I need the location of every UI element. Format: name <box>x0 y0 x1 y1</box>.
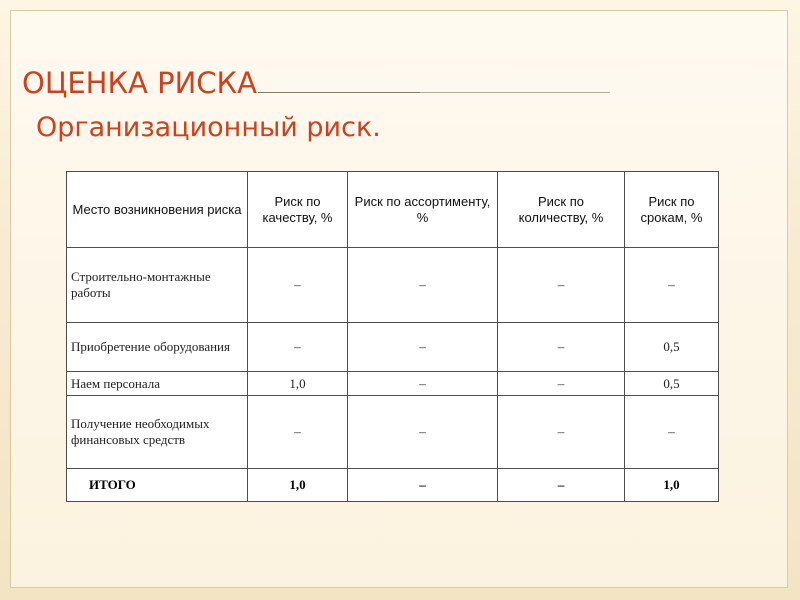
total-value: – <box>348 469 498 502</box>
cell-value: 1,0 <box>248 372 348 396</box>
cell-value: – <box>498 248 625 323</box>
slide-title: ОЦЕНКА РИСКА <box>22 66 257 100</box>
header-cell: Риск по количеству, % <box>498 172 625 248</box>
cell-value: – <box>248 323 348 372</box>
table-row <box>67 396 719 469</box>
cell-value: – <box>348 248 498 323</box>
risk-table <box>66 171 719 502</box>
cell-value: – <box>348 323 498 372</box>
table-row <box>67 248 719 323</box>
cell-value: – <box>498 396 625 469</box>
slide-subtitle: Организационный риск. <box>36 112 381 143</box>
cell-value: – <box>248 248 348 323</box>
cell-value: 0,5 <box>625 323 719 372</box>
table-row <box>67 323 719 372</box>
title-underline-fade <box>420 92 610 93</box>
cell-value: – <box>248 396 348 469</box>
row-label: Строительно-монтажные работы <box>67 248 248 323</box>
cell-value: 0,5 <box>625 372 719 396</box>
row-label: Наем персонала <box>67 372 248 396</box>
table-total-row <box>67 469 719 502</box>
header-cell: Риск по срокам, % <box>625 172 719 248</box>
table-header-row <box>67 172 719 248</box>
header-cell: Место возникновения риска <box>67 172 248 248</box>
cell-value: – <box>348 396 498 469</box>
cell-value: – <box>498 372 625 396</box>
cell-value: – <box>625 396 719 469</box>
cell-value: – <box>348 372 498 396</box>
cell-value: – <box>625 248 719 323</box>
total-value: 1,0 <box>248 469 348 502</box>
header-cell: Риск по ассортименту, % <box>348 172 498 248</box>
total-value: – <box>498 469 625 502</box>
title-underline <box>258 92 420 93</box>
total-value: 1,0 <box>625 469 719 502</box>
row-label: Приобретение оборудования <box>67 323 248 372</box>
total-label: ИТОГО <box>67 469 248 502</box>
cell-value: – <box>498 323 625 372</box>
row-label: Получение необходимых финансовых средств <box>67 396 248 469</box>
header-cell: Риск по качеству, % <box>248 172 348 248</box>
table-row <box>67 372 719 396</box>
